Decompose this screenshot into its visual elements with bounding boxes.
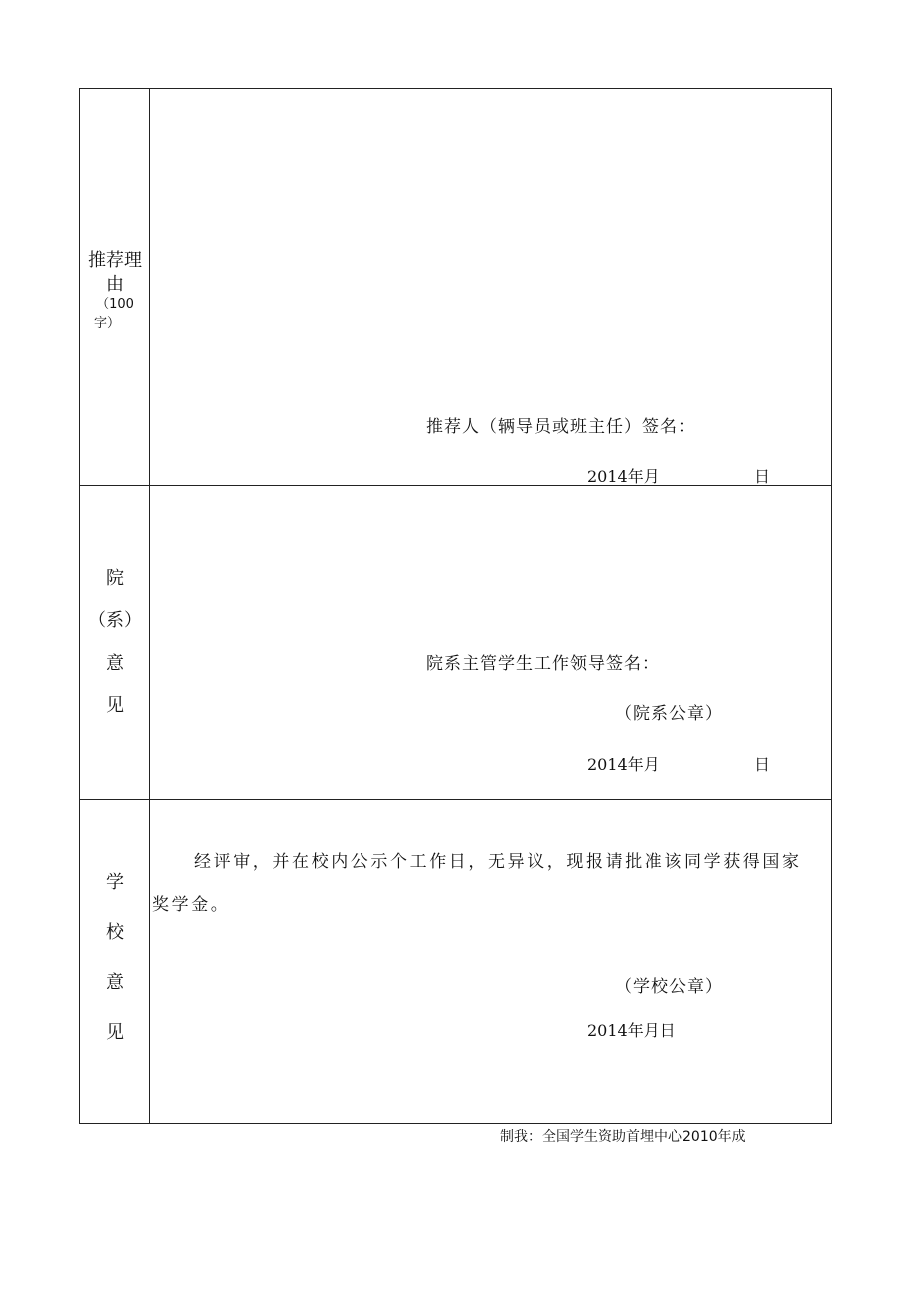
school-seal-label: （学校公章） xyxy=(615,977,723,997)
recommend-date: 2014年月 xyxy=(587,467,660,486)
department-label-char-2: （系） xyxy=(88,610,142,631)
department-label-char-4: 见 xyxy=(106,695,124,716)
school-opinion-content[interactable] xyxy=(150,800,831,1123)
department-label-char-1: 院 xyxy=(106,568,124,589)
recommend-reason-label: 推荐理 xyxy=(88,250,142,271)
department-date: 2014年月 xyxy=(587,755,660,774)
recommend-reason-note-2: 字） xyxy=(93,316,120,331)
recommend-date-day: 日 xyxy=(754,467,771,486)
recommend-reason-content[interactable] xyxy=(150,89,831,485)
school-label-char-1: 学 xyxy=(106,872,124,893)
department-date-day: 日 xyxy=(754,755,771,774)
school-label-char-4: 见 xyxy=(106,1022,124,1043)
department-opinion-label-cell xyxy=(80,486,150,799)
recommend-reason-note: （100 xyxy=(96,297,134,312)
school-opinion-label-cell xyxy=(80,800,150,1123)
department-opinion-row xyxy=(80,486,831,800)
recommend-reason-row xyxy=(80,89,831,486)
school-statement-line-1: 经评审，并在校内公示个工作日，无异议，现报请批准该同学获得国家 xyxy=(194,852,802,872)
school-label-char-2: 校 xyxy=(106,922,124,943)
recommend-reason-label-2: 由 xyxy=(106,274,124,295)
department-label-char-3: 意 xyxy=(106,653,124,674)
recommender-signature-label: 推荐人（辆导员或班主任）签名： xyxy=(426,417,696,437)
department-signature-label: 院系主管学生工作领导签名： xyxy=(426,654,660,674)
school-date: 2014年月日 xyxy=(587,1021,676,1040)
school-label-char-3: 意 xyxy=(106,972,124,993)
department-opinion-content[interactable] xyxy=(150,486,831,799)
recommend-reason-label-cell xyxy=(80,89,150,485)
footer-note: 制我：全国学生资助首埋中心2010年成 xyxy=(500,1129,746,1145)
department-seal-label: （院系公章） xyxy=(615,704,723,724)
school-statement-line-2: 奖学金。 xyxy=(152,895,231,915)
school-opinion-row xyxy=(80,800,831,1123)
recommendation-form-table xyxy=(79,88,832,1124)
